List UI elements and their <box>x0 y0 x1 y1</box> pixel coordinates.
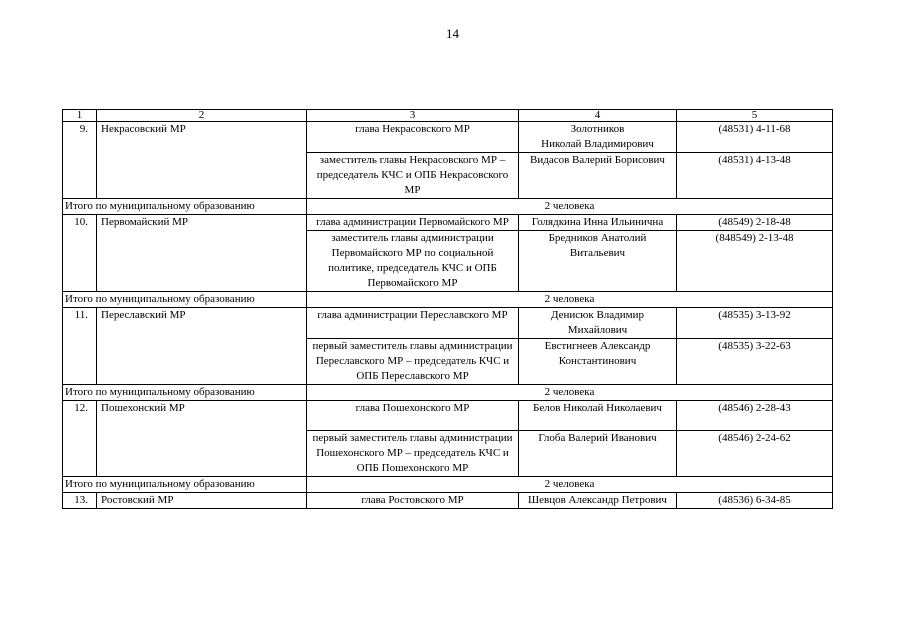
table-body <box>63 110 833 509</box>
phone-cell: (48535) 3-13-92 <box>677 308 833 339</box>
officials-table <box>62 109 833 509</box>
position-cell: глава администрации Переславского МР <box>307 308 519 339</box>
position-cell: заместитель главы Некрасовского МР – председатель КЧС и ОПБ Некрасовского МР <box>307 153 519 199</box>
person-cell: Бредников Анатолий Витальевич <box>519 231 677 292</box>
person-cell: Видасов Валерий Борисович <box>519 153 677 199</box>
phone-cell: (48531) 4-11-68 <box>677 122 833 153</box>
person-cell: Шевцов Александр Петрович <box>519 493 677 509</box>
position-cell: глава Некрасовского МР <box>307 122 519 153</box>
municipality-name: Некрасовский МР <box>97 122 307 199</box>
table-row <box>63 401 833 431</box>
municipality-name: Ростовский МР <box>97 493 307 509</box>
person-cell: Голядкина Инна Ильинична <box>519 215 677 231</box>
person-cell: Евстигнеев Александр Константинович <box>519 339 677 385</box>
total-value: 2 человека <box>307 477 833 493</box>
total-label: Итого по муниципальному образованию <box>63 385 307 401</box>
phone-cell: (848549) 2-13-48 <box>677 231 833 292</box>
header-cell: 5 <box>677 110 833 122</box>
total-label: Итого по муниципальному образованию <box>63 292 307 308</box>
page-number: 14 <box>446 26 459 41</box>
phone-cell: (48531) 4-13-48 <box>677 153 833 199</box>
total-row <box>63 292 833 308</box>
header-cell: 1 <box>63 110 97 122</box>
header-cell: 2 <box>97 110 307 122</box>
total-row <box>63 385 833 401</box>
table-row <box>63 493 833 509</box>
person-cell: Глоба Валерий Иванович <box>519 431 677 477</box>
position-cell: глава администрации Первомайского МР <box>307 215 519 231</box>
total-row <box>63 199 833 215</box>
person-cell: Денисюк Владимир Михайлович <box>519 308 677 339</box>
total-value: 2 человека <box>307 292 833 308</box>
table-row <box>63 308 833 339</box>
municipality-name: Первомайский МР <box>97 215 307 292</box>
phone-cell: (48546) 2-28-43 <box>677 401 833 431</box>
municipality-name: Переславский МР <box>97 308 307 385</box>
municipality-name: Пошехонский МР <box>97 401 307 477</box>
row-number: 9. <box>63 122 97 199</box>
position-cell: глава Ростовского МР <box>307 493 519 509</box>
position-cell: первый заместитель главы администрации Пошехонского МР – председатель КЧС и ОПБ Пошехонского МР <box>307 431 519 477</box>
table-row <box>63 122 833 153</box>
person-cell: Белов Николай Николаевич <box>519 401 677 431</box>
phone-cell: (48549) 2-18-48 <box>677 215 833 231</box>
row-number: 13. <box>63 493 97 509</box>
header-cell: 4 <box>519 110 677 122</box>
row-number: 12. <box>63 401 97 477</box>
header-row <box>63 110 833 122</box>
person-cell: Золотников Николай Владимирович <box>519 122 677 153</box>
total-label: Итого по муниципальному образованию <box>63 477 307 493</box>
total-value: 2 человека <box>307 199 833 215</box>
position-cell: заместитель главы администрации Первомайского МР по социальной политике, председатель КЧС и ОПБ Первомайского МР <box>307 231 519 292</box>
row-number: 10. <box>63 215 97 292</box>
phone-cell: (48546) 2-24-62 <box>677 431 833 477</box>
total-row <box>63 477 833 493</box>
phone-cell: (48535) 3-22-63 <box>677 339 833 385</box>
position-cell: первый заместитель главы администрации Переславского МР – председатель КЧС и ОПБ Переславского МР <box>307 339 519 385</box>
total-label: Итого по муниципальному образованию <box>63 199 307 215</box>
phone-cell: (48536) 6-34-85 <box>677 493 833 509</box>
position-cell: глава Пошехонского МР <box>307 401 519 431</box>
total-value: 2 человека <box>307 385 833 401</box>
table-row <box>63 215 833 231</box>
header-cell: 3 <box>307 110 519 122</box>
row-number: 11. <box>63 308 97 385</box>
